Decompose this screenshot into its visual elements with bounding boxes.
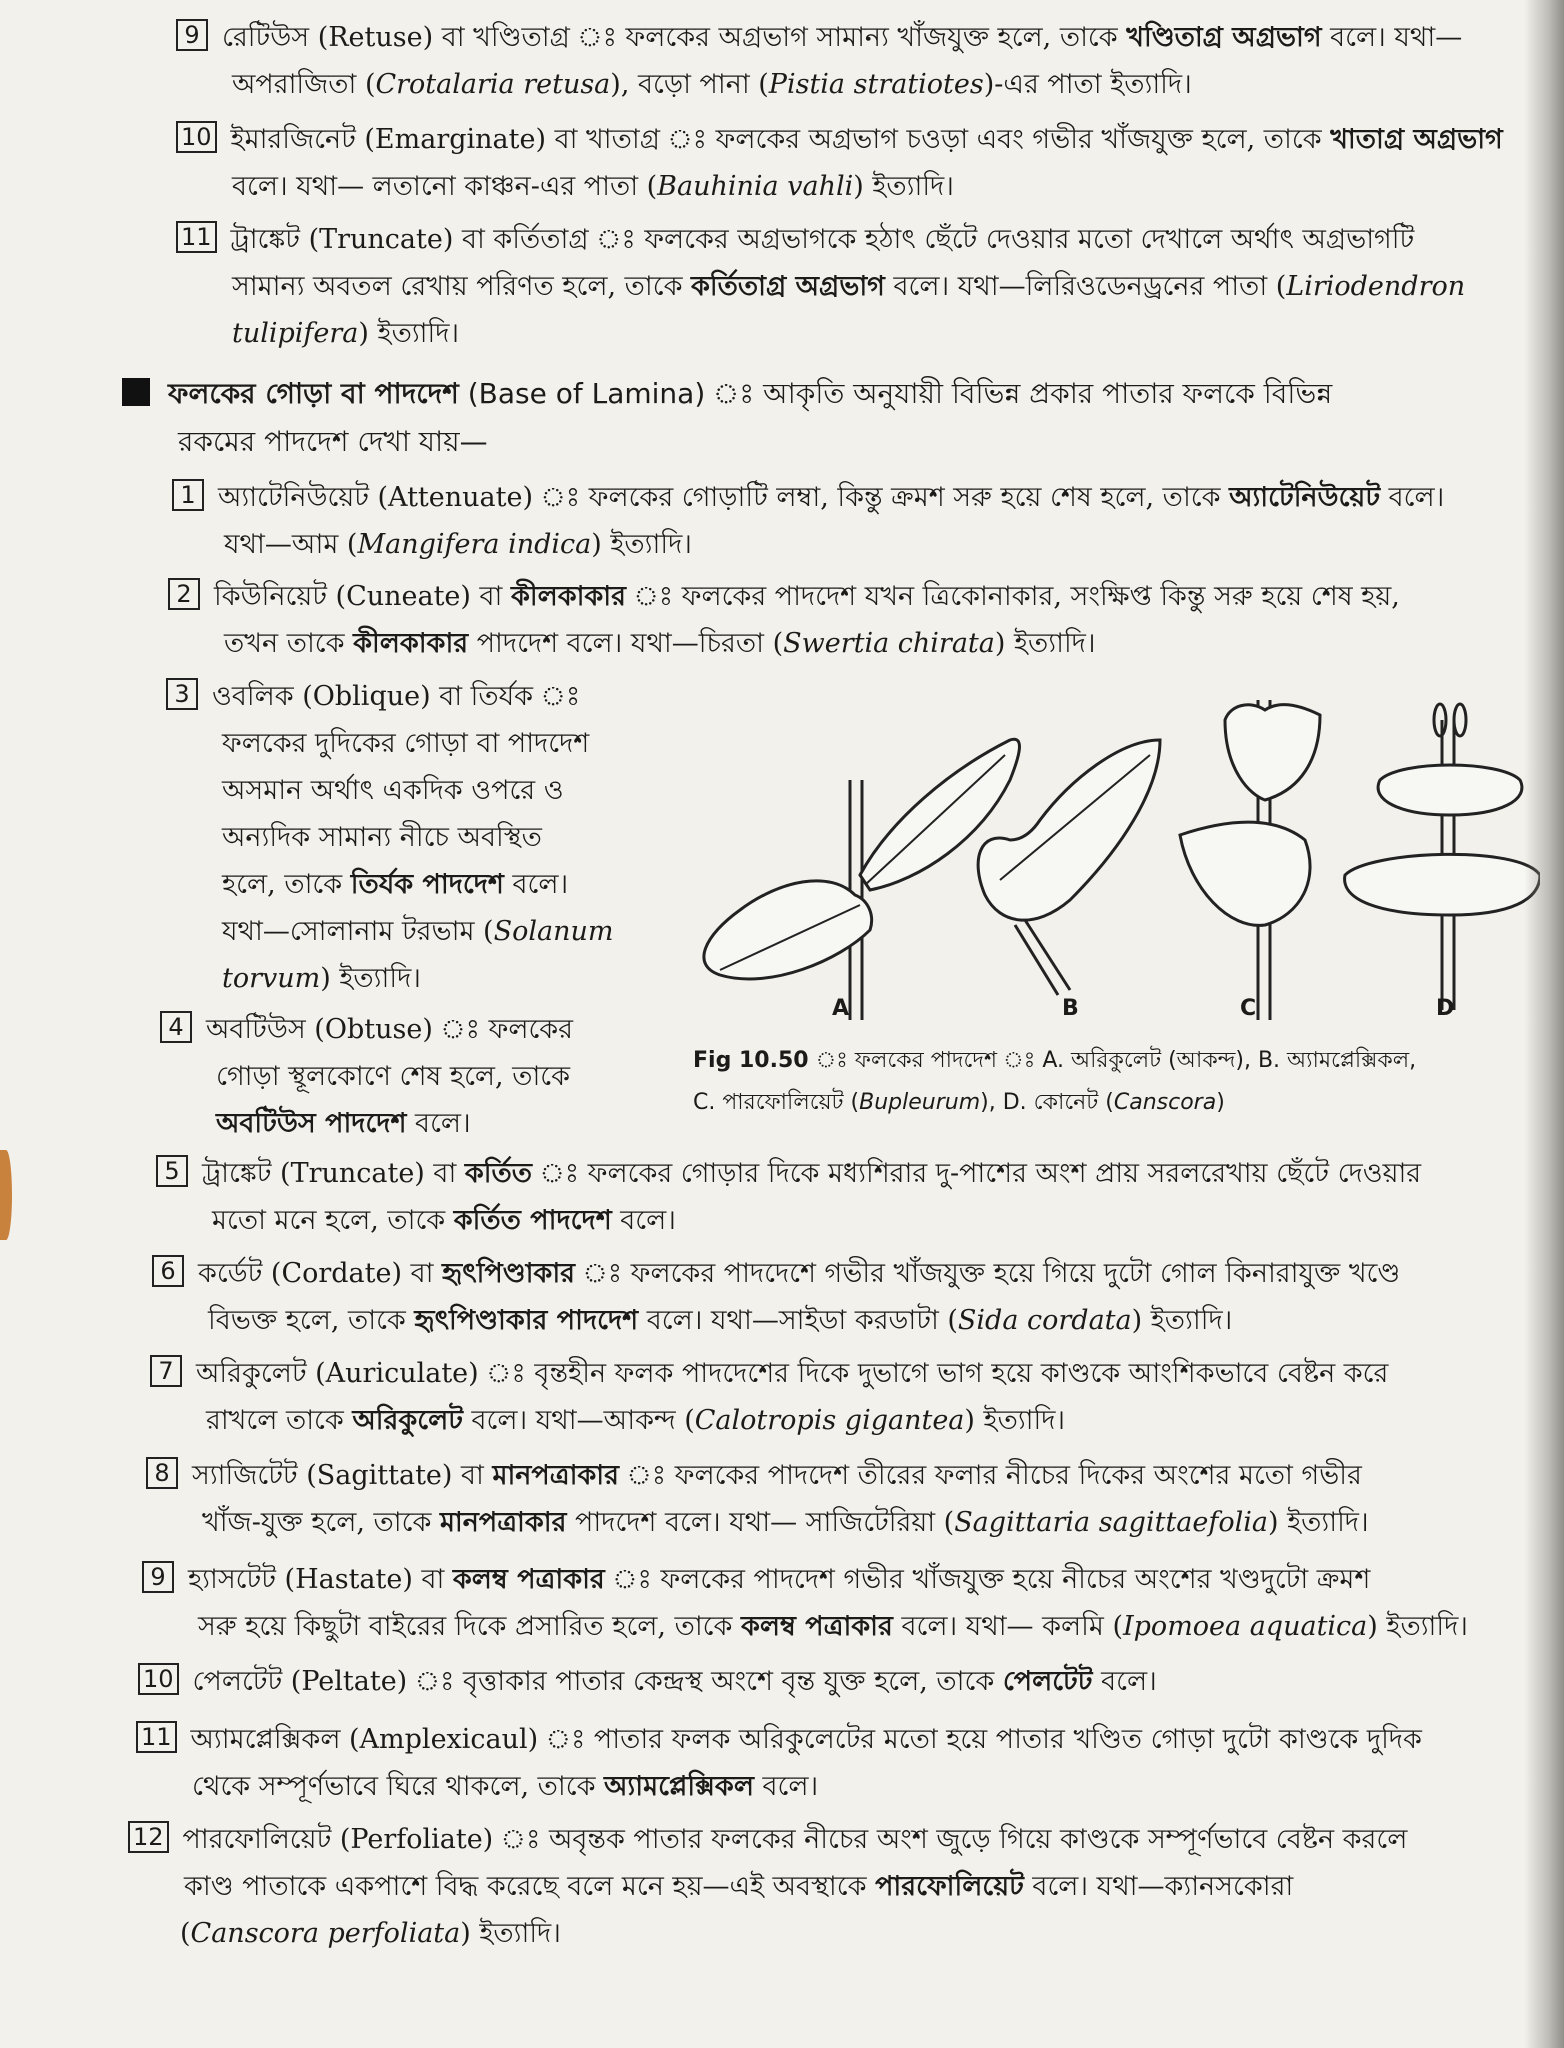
item-number: 2 — [168, 578, 200, 610]
item-number: 10 — [138, 1663, 179, 1695]
figure-label-b: B — [1062, 996, 1079, 1021]
item-retuse: 9 রেটিউস (Retuse) বা খণ্ডিতাগ্র ঃ ফলকের অগ্রভাগ সামান্য খাঁজযুক্ত হলে, তাকে খণ্ডিতাগ্র অগ্রভাগ বলে। যথা— অপরাজিতা (Crotalaria retusa), বড়ো পানা (Pistia stratiotes)-এর পাতা ইত্যাদি। — [176, 14, 1462, 108]
page-edge-tab — [0, 1150, 12, 1240]
figure-label-d: D — [1436, 996, 1455, 1021]
item-cordate: 6 কর্ডেট (Cordate) বা হৃৎপিণ্ডাকার ঃ ফলকের পাদদেশে গভীর খাঁজযুক্ত হয়ে গিয়ে দুটো গোল কিনারাযুক্ত খণ্ডে বিভক্ত হলে, তাকে হৃৎপিণ্ডাকার পাদদেশ বলে। যথা—সাইডা করডাটা (Sida cordata) ইত্যাদি। — [152, 1250, 1400, 1344]
item-emarginate: 10 ইমারজিনেট (Emarginate) বা খাতাগ্র ঃ ফলকের অগ্রভাগ চওড়া এবং গভীর খাঁজযুক্ত হলে, তাকে খাতাগ্র অগ্রভাগ বলে। যথা— লতানো কাঞ্চন-এর পাতা (Bauhinia vahli) ইত্যাদি। — [176, 116, 1503, 210]
item-number: 11 — [176, 221, 217, 253]
item-number: 11 — [136, 1721, 177, 1753]
figure-label-c: C — [1240, 996, 1257, 1021]
leaf-base-figure — [680, 700, 1540, 1030]
leaf-figure-d — [1345, 704, 1540, 1010]
item-number: 3 — [166, 678, 198, 710]
item-sagittate: 8 স্যাজিটেট (Sagittate) বা মানপত্রাকার ঃ ফলকের পাদদেশ তীরের ফলার নীচের দিকের অংশের মতো গভীর খাঁজ-যুক্ত হলে, তাকে মানপত্রাকার পাদদেশ বলে। যথা— সাজিটেরিয়া (Sagittaria sagittaefolia) ইত্যাদি। — [146, 1452, 1369, 1546]
item-number: 1 — [172, 479, 204, 511]
item-number: 8 — [146, 1457, 178, 1489]
item-number: 9 — [142, 1561, 174, 1593]
item-truncate-apex: 11 ট্রাঙ্কেট (Truncate) বা কর্তিতাগ্র ঃ ফলকের অগ্রভাগকে হঠাৎ ছেঁটে দেওয়ার মতো দেখালে অর্থাৎ অগ্রভাগটি সামান্য অবতল রেখায় পরিণত হলে, তাকে কর্তিতাগ্র অগ্রভাগ বলে। যথা—লিরিওডেনড্রনের পাতা (Liriodendron tulipifera) ইত্যাদি। — [176, 216, 1465, 357]
bullet-square-icon — [122, 378, 150, 406]
item-hastate: 9 হ্যাসটেট (Hastate) বা কলম্ব পত্রাকার ঃ ফলকের পাদদেশ গভীর খাঁজযুক্ত হয়ে নীচের অংশের খণ্ডদুটো ক্রমশ সরু হয়ে কিছুটা বাইরের দিকে প্রসারিত হলে, তাকে কলম্ব পত্রাকার বলে। যথা— কলমি (Ipomoea aquatica) ইত্যাদি। — [142, 1556, 1468, 1650]
item-obtuse: 4 অবটিউস (Obtuse) ঃ ফলকের গোড়া স্থূলকোণে শেষ হলে, তাকে অবটিউস পাদদেশ বলে। — [160, 1006, 573, 1147]
item-attenuate: 1 অ্যাটেনিউয়েট (Attenuate) ঃ ফলকের গোড়াটি লম্বা, কিন্তু ক্রমশ সরু হয়ে শেষ হলে, তাকে অ্যাটেনিউয়েট বলে। যথা—আম (Mangifera indica) ইত্যাদি। — [172, 474, 1444, 568]
item-number: 12 — [128, 1821, 169, 1853]
item-number: 9 — [176, 19, 208, 51]
item-number: 5 — [156, 1155, 188, 1187]
leaf-figure-a — [704, 739, 1020, 1020]
figure-label-a: A — [832, 996, 850, 1021]
item-number: 10 — [176, 121, 217, 153]
figure-caption: Fig 10.50 ঃ ফলকের পাদদেশ ঃ A. অরিকুলেট (আকন্দ), B. অ্যামপ্লেক্সিকল, C. পারফোলিয়েট (Bupleurum), D. কোনেট (Canscora) — [693, 1048, 1417, 1115]
item-auriculate: 7 অরিকুলেট (Auriculate) ঃ বৃন্তহীন ফলক পাদদেশের দিকে দুভাগে ভাগ হয়ে কাণ্ডকে আংশিকভাবে বেষ্টন করে রাখলে তাকে অরিকুলেট বলে। যথা—আকন্দ (Calotropis gigantea) ইত্যাদি। — [150, 1350, 1388, 1444]
item-number: 7 — [150, 1355, 182, 1387]
item-cuneate: 2 কিউনিয়েট (Cuneate) বা কীলকাকার ঃ ফলকের পাদদেশ যখন ত্রিকোনাকার, সংক্ষিপ্ত কিন্তু সরু হয়ে শেষ হয়, তখন তাকে কীলকাকার পাদদেশ বলে। যথা—চিরতা (Swertia chirata) ইত্যাদি। — [168, 573, 1400, 667]
item-truncate-base: 5 ট্রাঙ্কেট (Truncate) বা কর্তিত ঃ ফলকের গোড়ার দিকে মধ্যশিরার দু-পাশের অংশ প্রায় সরলরেখায় ছেঁটে দেওয়ার মতো মনে হলে, তাকে কর্তিত পাদদেশ বলে। — [156, 1150, 1421, 1244]
item-oblique: 3 ওবলিক (Oblique) বা তির্যক ঃ ফলকের দুদিকের গোড়া বা পাদদেশ অসমান অর্থাৎ একদিক ওপরে ও অন্যদিক সামান্য নীচে অবস্থিত হলে, তাকে তির্যক পাদদেশ বলে। যথা—সোলানাম টরভাম (Solanum torvum) ইত্যাদি। — [166, 673, 613, 1002]
item-number: 4 — [160, 1011, 192, 1043]
item-peltate: 10 পেলটেট (Peltate) ঃ বৃত্তাকার পাতার কেন্দ্রস্থ অংশে বৃন্ত যুক্ত হলে, তাকে পেলটেট বলে। — [138, 1658, 1157, 1705]
item-perfoliate: 12 পারফোলিয়েট (Perfoliate) ঃ অবৃন্তক পাতার ফলকের নীচের অংশ জুড়ে গিয়ে কাণ্ডকে সম্পূর্ণভাবে বেষ্টন করলে কাণ্ড পাতাকে একপাশে বিদ্ধ করেছে বলে মনে হয়—এই অবস্থাকে পারফোলিয়েট বলে। যথা—ক্যানসকোরা (Canscora perfoliata) ইত্যাদি। — [128, 1816, 1407, 1957]
section-heading: ফলকের গোড়া বা পাদদেশ (Base of Lamina) ঃ আকৃতি অনুযায়ী বিভিন্ন প্রকার পাতার ফলকে বিভিন্ন রকমের পাদদেশ দেখা যায়— — [122, 370, 1332, 466]
page-gutter-shadow — [1524, 0, 1564, 2048]
item-number: 6 — [152, 1255, 184, 1287]
leaf-figure-c — [1180, 700, 1320, 1020]
item-amplexicaul: 11 অ্যামপ্লেক্সিকল (Amplexicaul) ঃ পাতার ফলক অরিকুলেটের মতো হয়ে পাতার খণ্ডিত গোড়া দুটো কাণ্ডকে দুদিক থেকে সম্পূর্ণভাবে ঘিরে থাকলে, তাকে অ্যামপ্লেক্সিকল বলে। — [136, 1716, 1422, 1810]
